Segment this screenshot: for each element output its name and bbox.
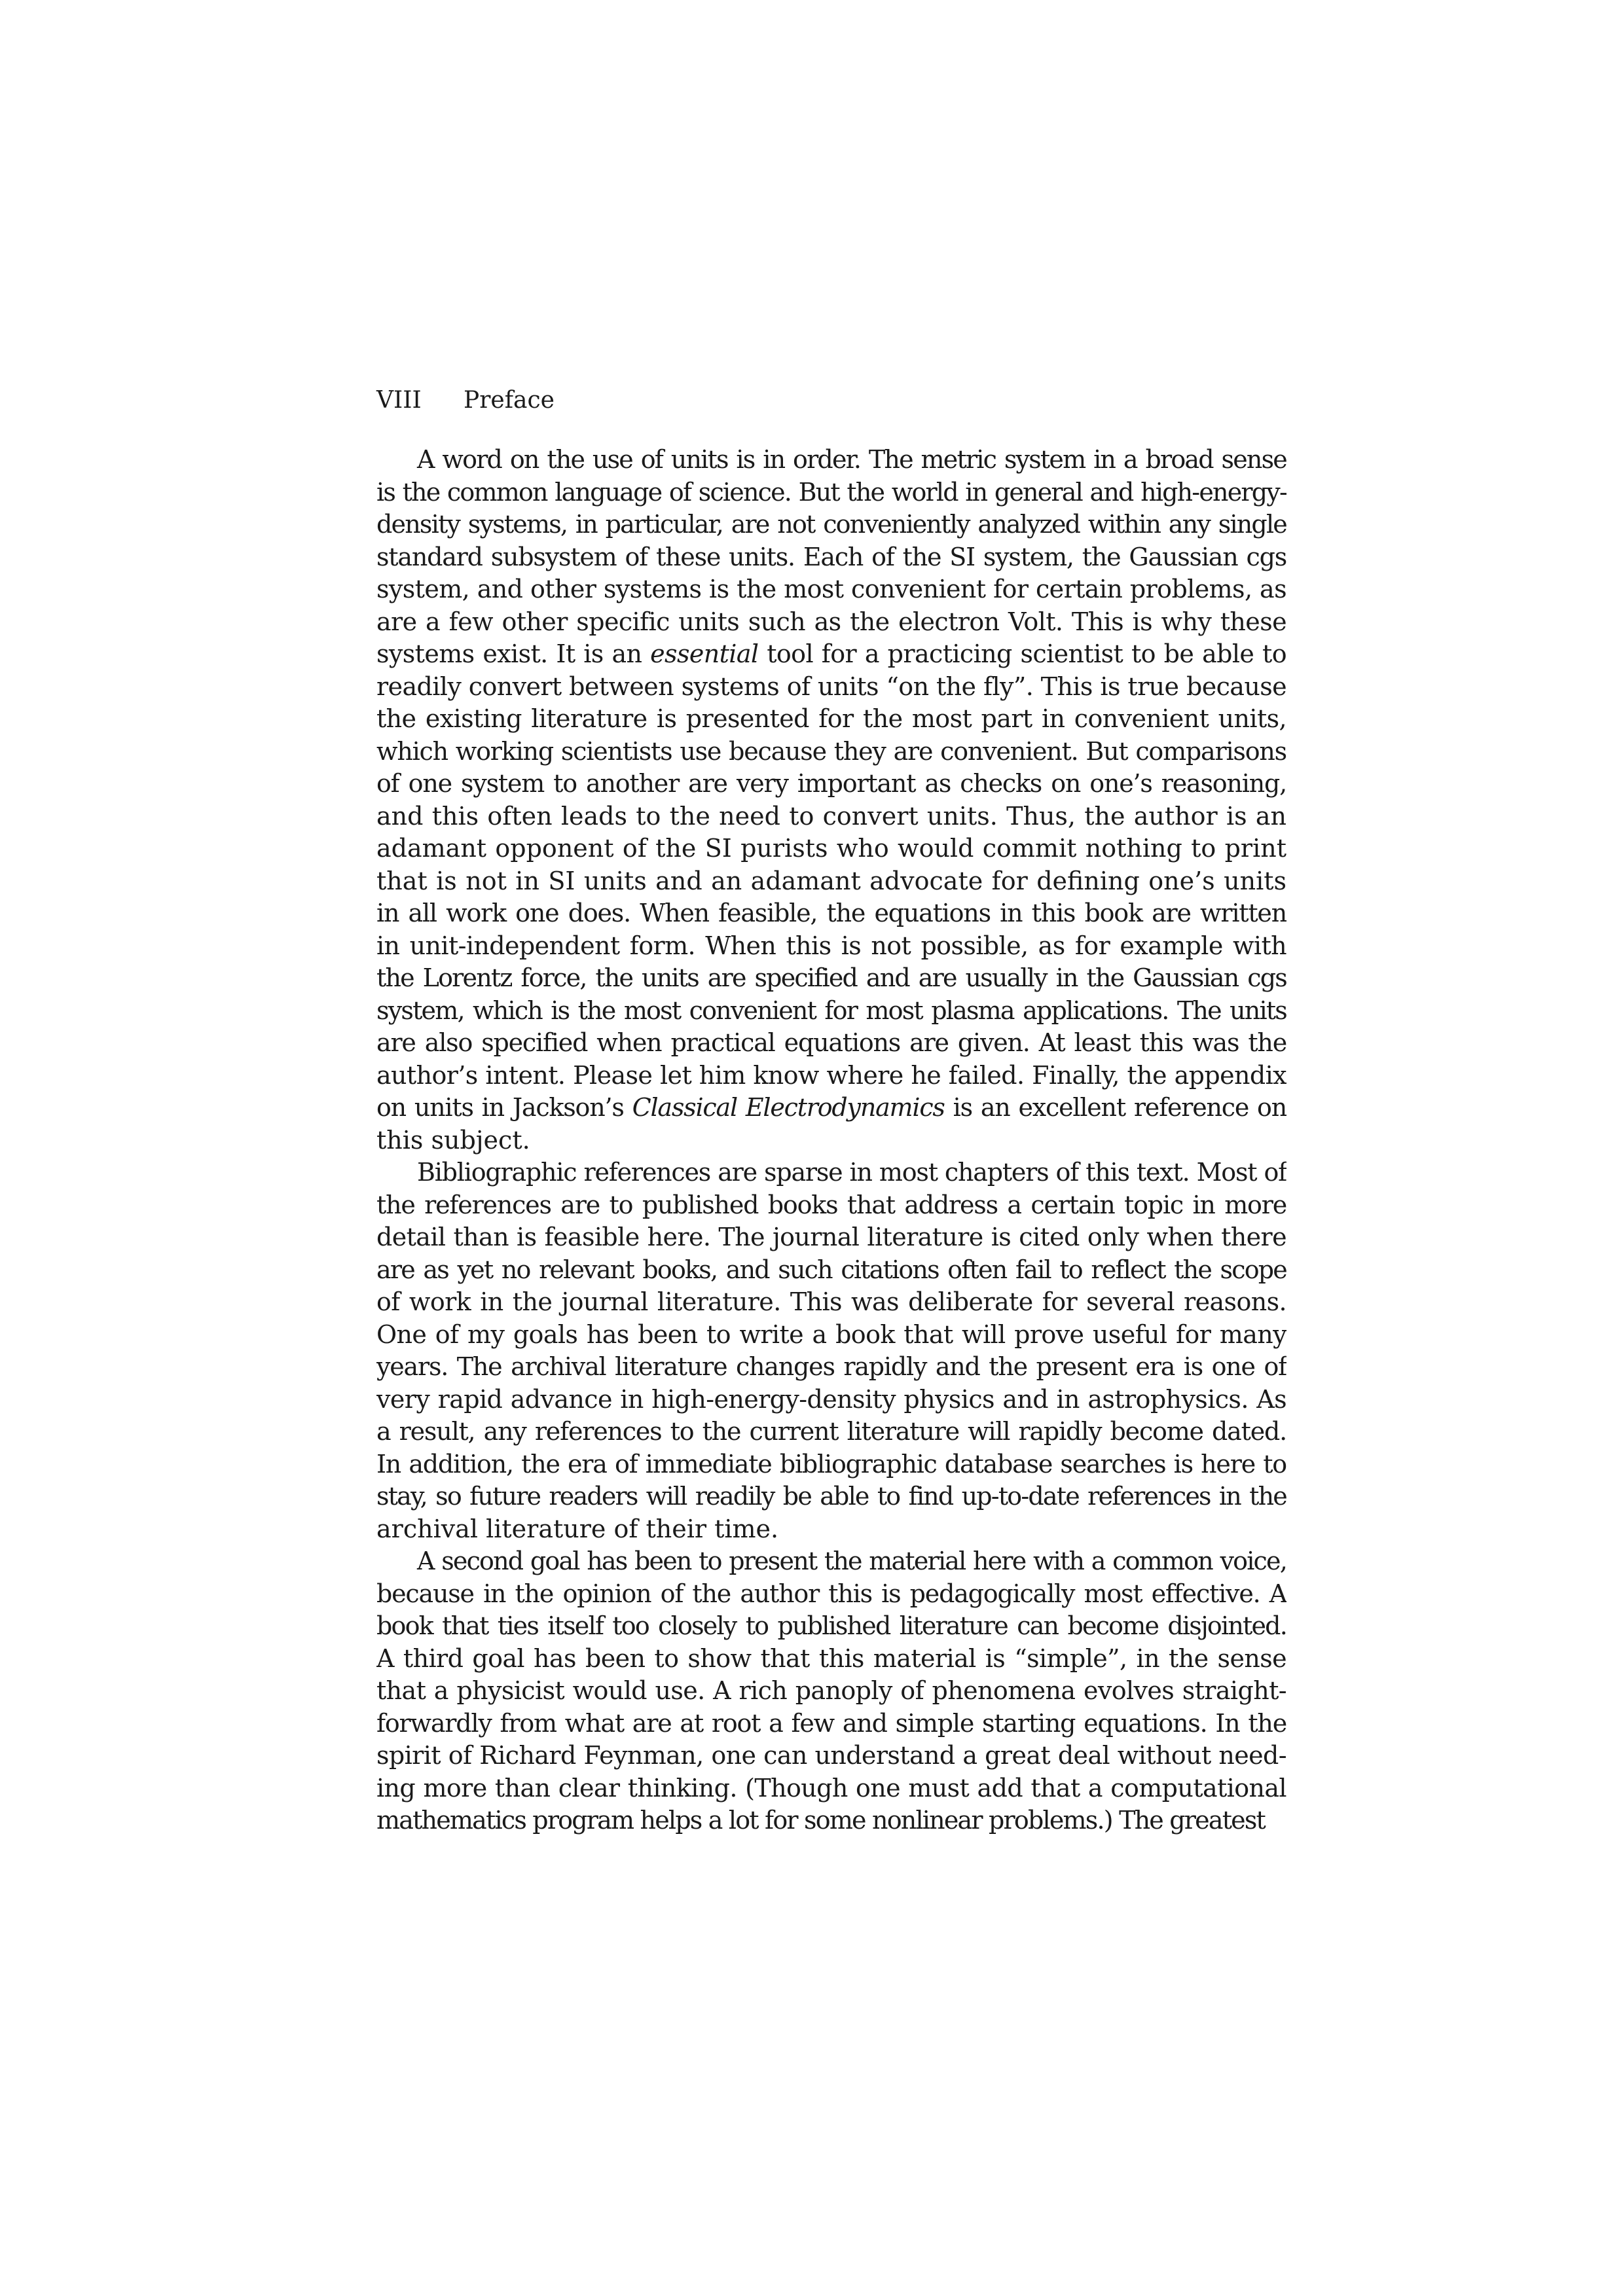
text-line: mathematics program helps a lot for some nonlinear problems.) The greatest xyxy=(376,1806,1266,1835)
text-line: are a few other specific units such as the electron Volt. This is why these xyxy=(376,607,1286,636)
text-line: this subject. xyxy=(376,1125,530,1155)
emphasis: Classical Electrodynamics xyxy=(632,1093,945,1122)
text-line: author’s intent. Please let him know where he failed. Finally, the appendix xyxy=(376,1060,1286,1090)
text-line: are as yet no relevant books, and such citations often fail to reflect the scope xyxy=(376,1255,1286,1284)
text-line: the references are to published books that address a certain topic in more xyxy=(376,1190,1286,1219)
text-line: detail than is feasible here. The journal literature is cited only when there xyxy=(376,1223,1286,1251)
text-line: systems exist. It is an essential tool for a practicing scientist to be able to xyxy=(376,639,1286,668)
text-line: system, and other systems is the most convenient for certain problems, as xyxy=(376,575,1286,603)
paragraph xyxy=(376,1157,1286,1545)
text-line: ing more than clear thinking. (Though one must add that a computational xyxy=(376,1773,1286,1803)
emphasis: essential xyxy=(650,639,759,668)
text-line: very rapid advance in high-energy-density physics and in astrophysics. As xyxy=(376,1384,1286,1414)
text-line: book that ties itself too closely to published literature can become disjointed. xyxy=(376,1611,1286,1640)
text-line: A third goal has been to show that this material is “simple”, in the sense xyxy=(376,1643,1286,1673)
text-line: the existing literature is presented for the most part in convenient units, xyxy=(376,704,1286,733)
text-line: in unit-independent form. When this is not possible, as for example with xyxy=(376,931,1286,960)
text-line: stay, so future readers will readily be able to find up-to-date references in the xyxy=(376,1482,1286,1511)
text-line: that a physicist would use. A rich panoply of phenomena evolves straight- xyxy=(376,1676,1286,1705)
text-line: of one system to another are very important as checks on one’s reasoning, xyxy=(376,769,1286,798)
text-line: in all work one does. When feasible, the equations in this book are written xyxy=(376,899,1286,927)
text-line: One of my goals has been to write a book that will prove useful for many xyxy=(376,1319,1286,1349)
text-line: readily convert between systems of units “on the fly”. This is true because xyxy=(376,672,1286,701)
text-line: a result, any references to the current literature will rapidly become dated. xyxy=(376,1417,1286,1446)
paragraph xyxy=(376,444,1286,1157)
text-line: that is not in SI units and an adamant advocate for defining one’s units xyxy=(376,866,1286,895)
text-line: the Lorentz force, the units are specified and are usually in the Gaussian cgs xyxy=(376,963,1286,992)
text-line: A word on the use of units is in order. The metric system in a broad sense xyxy=(417,445,1286,474)
text-line: archival literature of their time. xyxy=(376,1514,779,1543)
text-line: spirit of Richard Feynman, one can understand a great deal without need- xyxy=(376,1741,1286,1770)
page-number: VIII xyxy=(376,387,422,414)
text-line: is the common language of science. But the world in general and high-energy- xyxy=(376,477,1286,507)
text-line: In addition, the era of immediate bibliographic database searches is here to xyxy=(376,1449,1286,1479)
text-line: Bibliographic references are sparse in most chapters of this text. Most of xyxy=(417,1158,1286,1187)
section-title: Preface xyxy=(464,387,555,414)
running-head xyxy=(376,385,555,416)
text-line: adamant opponent of the SI purists who would commit nothing to print xyxy=(376,834,1286,863)
body-text xyxy=(376,444,1286,1837)
paragraph xyxy=(376,1545,1286,1837)
text-line: density systems, in particular, are not conveniently analyzed within any single xyxy=(376,510,1286,539)
text-line: which working scientists use because they are convenient. But comparisons xyxy=(376,736,1286,766)
text-line: A second goal has been to present the material here with a common voice, xyxy=(417,1547,1286,1575)
text-line: and this often leads to the need to convert units. Thus, the author is an xyxy=(376,801,1286,831)
text-line: because in the opinion of the author this is pedagogically most effective. A xyxy=(376,1579,1286,1608)
text-line: forwardly from what are at root a few and simple starting equations. In the xyxy=(376,1708,1286,1738)
text-line: of work in the journal literature. This was deliberate for several reasons. xyxy=(376,1287,1286,1316)
text-line: on units in Jackson’s Classical Electrodynamics is an excellent reference on xyxy=(376,1093,1286,1122)
text-line: standard subsystem of these units. Each of the SI system, the Gaussian cgs xyxy=(376,542,1286,571)
text-line: are also specified when practical equations are given. At least this was the xyxy=(376,1028,1286,1057)
text-line: years. The archival literature changes rapidly and the present era is one of xyxy=(376,1352,1286,1381)
text-line: system, which is the most convenient for most plasma applications. The units xyxy=(376,996,1286,1025)
